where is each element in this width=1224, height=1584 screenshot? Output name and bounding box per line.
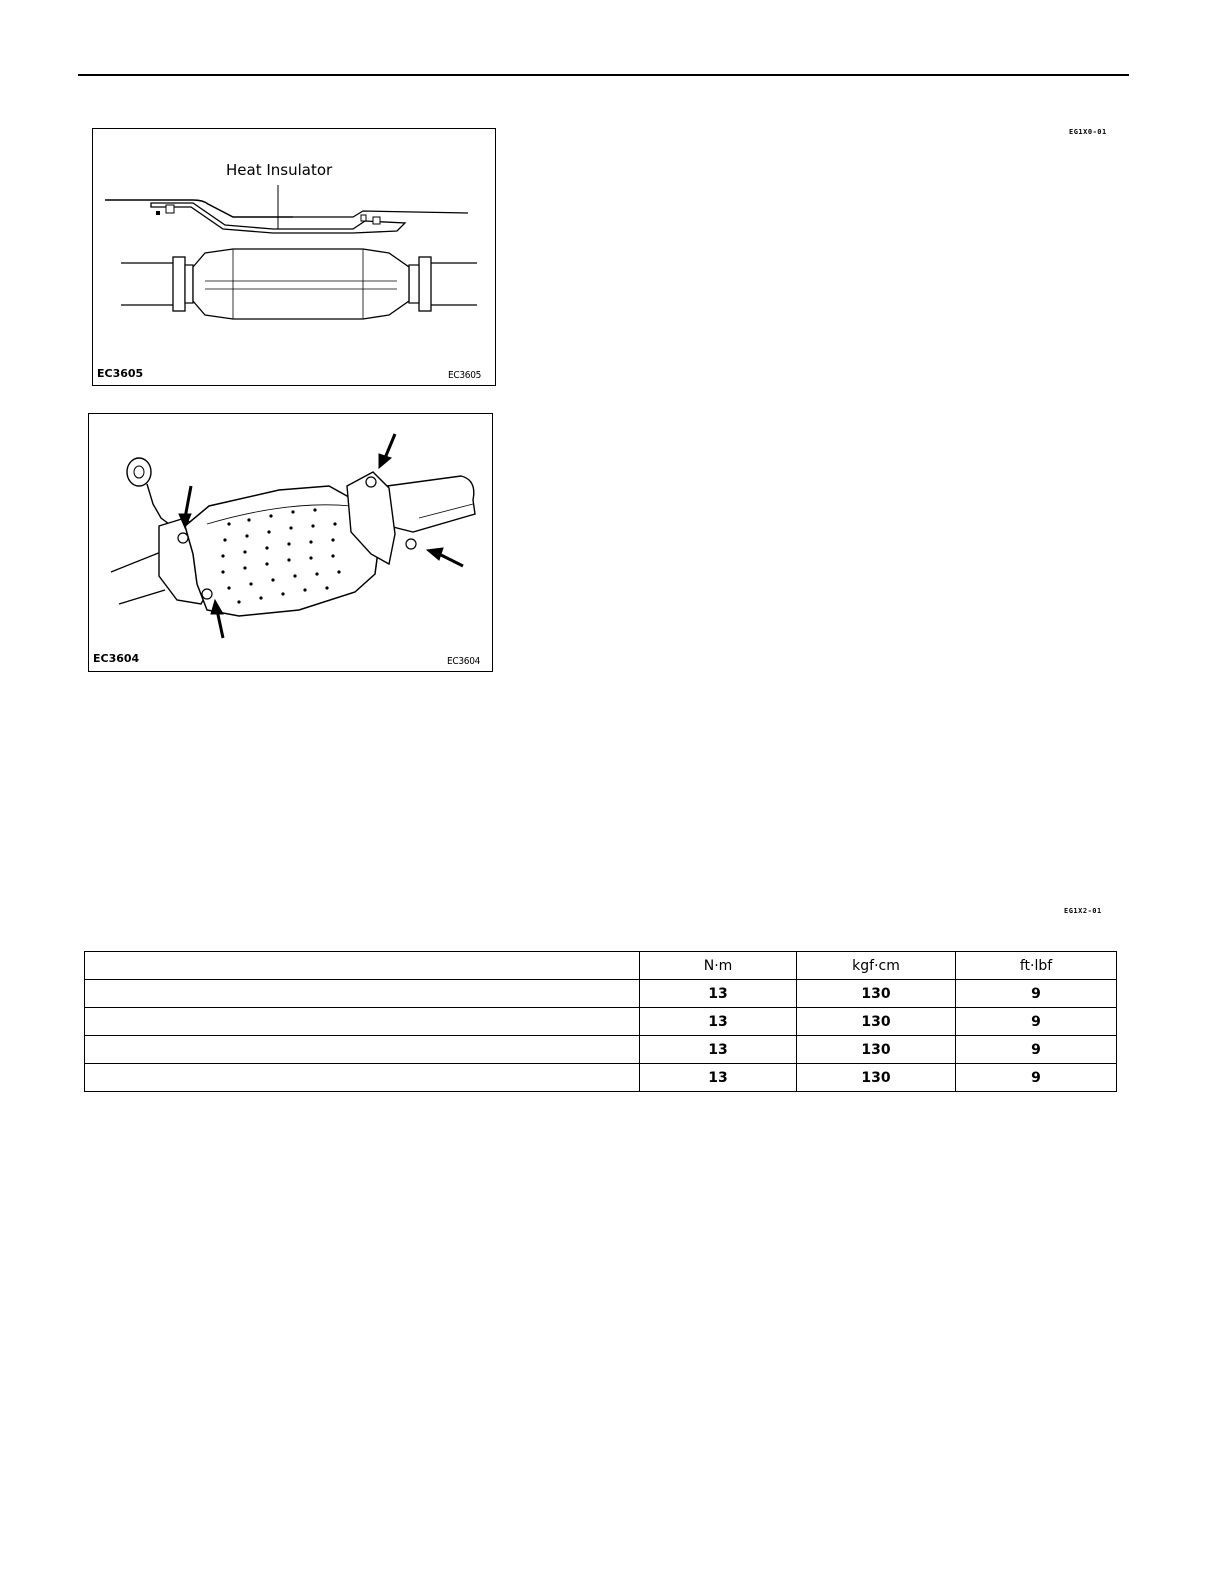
heat-insulator-callout: Heat Insulator [226,161,333,179]
cell-kgfcm: 130 [797,1008,956,1036]
table-row [85,980,1117,1008]
top-rule [78,74,1129,76]
figure-heat-insulator [92,128,496,386]
table-row [85,1036,1117,1064]
cell-ftlbf: 9 [956,1064,1117,1092]
table-row [85,1064,1117,1092]
converter-install-drawing [89,414,494,673]
figure2-label-left: EC3604 [93,652,140,665]
cell-nm: 13 [640,1064,797,1092]
cell-part [85,980,640,1008]
header-nm: N·m [640,952,797,980]
figure-converter-install [88,413,493,672]
figure1-label-right: EC3605 [448,370,482,381]
section-code-bottom: EG1X2-01 [1064,907,1102,915]
table-header-row [85,952,1117,980]
section-code-top: EG1X0-01 [1069,128,1107,136]
cell-part [85,1036,640,1064]
header-kgfcm: kgf·cm [797,952,956,980]
cell-kgfcm: 130 [797,1036,956,1064]
cell-part [85,1064,640,1092]
cell-ftlbf: 9 [956,1036,1117,1064]
cell-kgfcm: 130 [797,980,956,1008]
cell-ftlbf: 9 [956,980,1117,1008]
cell-nm: 13 [640,980,797,1008]
torque-spec-table [84,951,1117,1092]
figure2-label-right: EC3604 [447,656,481,667]
cell-part [85,1008,640,1036]
cell-nm: 13 [640,1008,797,1036]
header-part [85,952,640,980]
header-ftlbf: ft·lbf [956,952,1117,980]
cell-ftlbf: 9 [956,1008,1117,1036]
table-row [85,1008,1117,1036]
figure1-label-left: EC3605 [97,367,144,380]
cell-kgfcm: 130 [797,1064,956,1092]
cell-nm: 13 [640,1036,797,1064]
